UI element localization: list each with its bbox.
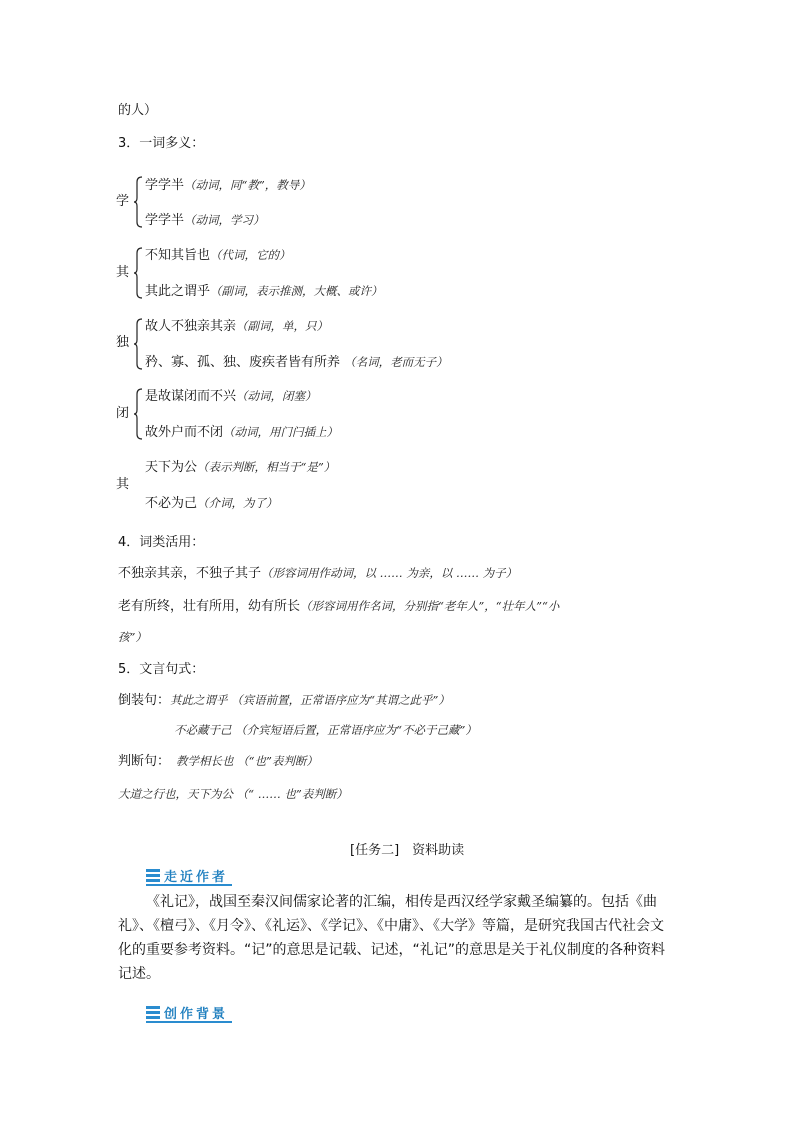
polysemy-item: 其此之谓乎（副词，表示推测，大概、或许） <box>145 284 383 299</box>
polysemy-heading: 3．一词多义： <box>118 136 205 151</box>
section-badge-background: 创作背景 <box>146 1003 232 1023</box>
polysemy-item: 天下为公（表示判断，相当于“是”） <box>145 460 336 475</box>
polysemy-char-xue: 学 <box>116 194 130 209</box>
polysemy-item: 不知其旨也（代词，它的） <box>145 248 291 263</box>
brace-icon <box>133 318 141 370</box>
polysemy-item: 不必为己（介词，为了） <box>145 496 278 511</box>
author-paragraph: 《礼记》，战国至秦汉间儒家论著的汇编，相传是西汉经学家戴圣编纂的。包括《曲礼》、《檀弓》、《月令》、《礼运》、《学记》、《中庸》、《大学》等篇，是研究我国古代社会文化的重要参考资料。“记”的意思是记载、记述，“礼记”的意思是关于礼仪制度的各种资料记述。 <box>118 894 666 982</box>
polysemy-char-bi: 闭 <box>116 406 130 421</box>
word-class-heading: 4．词类活用： <box>118 535 205 550</box>
polysemy-char-qi: 其 <box>116 265 130 280</box>
inversion-line-2: 不必藏于己 （介宾短语后置，正常语序应为“不必于己藏”） <box>174 723 477 737</box>
polysemy-item: 故人不独亲其亲（副词，单，只） <box>145 319 329 334</box>
word-class-line: 老有所终，壮有所用，幼有所长（形容词用作名词，分别指“老年人”，“壮年人”“小 <box>118 599 560 614</box>
polysemy-item: 故外户而不闭（动词，用门闩插上） <box>145 425 339 440</box>
sentence-heading: 5．文言句式： <box>118 662 205 677</box>
brace-icon <box>133 247 141 299</box>
section-title: [任务二] 资料助读 <box>350 843 465 858</box>
section-badge-author: 走近作者 <box>146 866 232 886</box>
polysemy-item: 学学半（动词，同“教”，教导） <box>145 178 311 193</box>
polysemy-item: 学学半（动词，学习） <box>145 213 265 228</box>
list-bars-icon <box>146 868 160 882</box>
polysemy-item: 是故谋闭而不兴（动词，闭塞） <box>145 389 317 404</box>
judgment-line-2: 大道之行也，天下为公 （“ …… 也”表判断） <box>118 787 348 801</box>
brace-icon <box>133 176 141 228</box>
inversion-line: 倒装句：其此之谓乎 （宾语前置，正常语序应为“其谓之此乎”） <box>118 693 450 708</box>
word-class-line-cont: 孩”） <box>118 630 147 644</box>
polysemy-char-du: 独 <box>116 335 130 350</box>
judgment-line: 判断句： 教学相长也 （“也”表判断） <box>118 754 318 769</box>
polysemy-char-qi-2: 其 <box>116 477 130 492</box>
brace-icon <box>133 388 141 440</box>
polysemy-item: 矜、寡、孤、独、废疾者皆有所养 （名词，老而无子） <box>145 355 448 370</box>
word-class-line: 不独亲其亲，不独子其子（形容词用作动词，以 …… 为亲，以 …… 为子） <box>118 566 518 581</box>
continued-text: 的人） <box>118 103 158 118</box>
list-bars-icon <box>146 1005 160 1019</box>
